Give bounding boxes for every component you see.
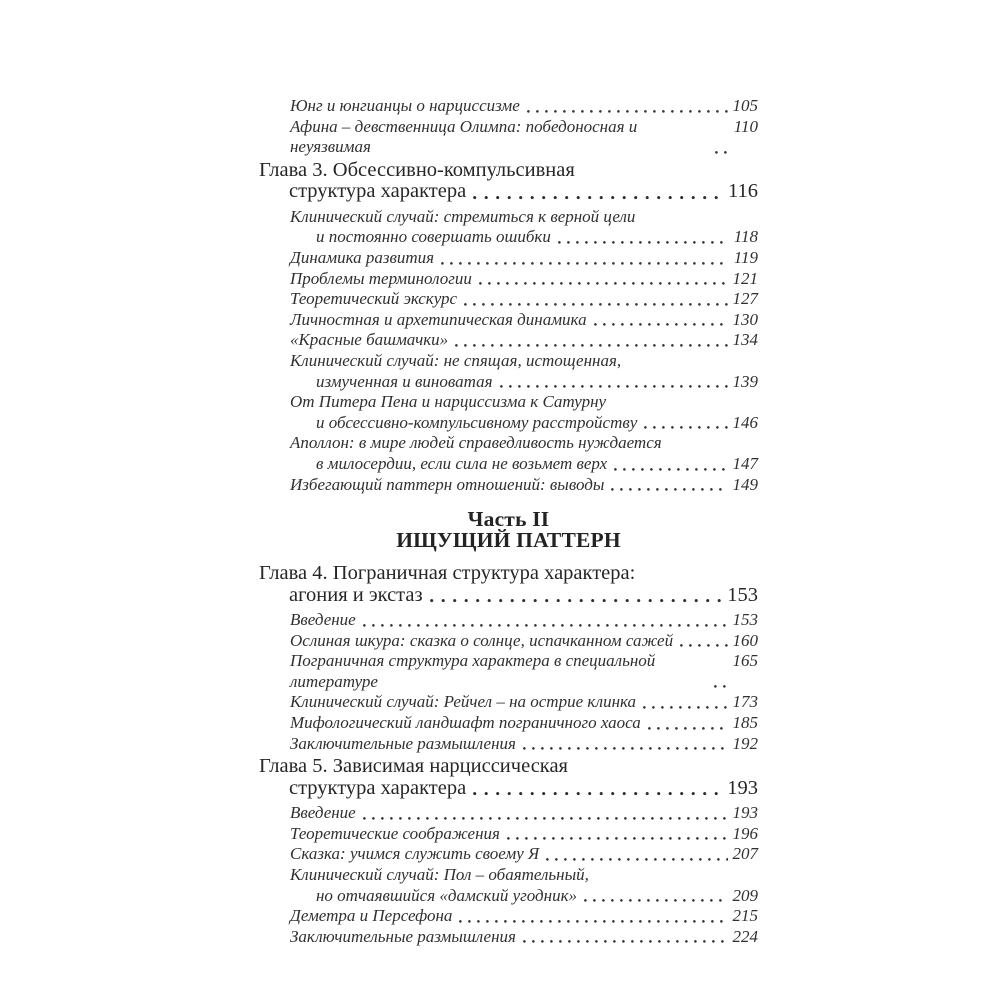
toc-entry-title: и постоянно совершать ошибки (316, 227, 551, 247)
part-number: Часть II (467, 507, 550, 532)
toc-entry-line (259, 803, 758, 824)
page-number: 153 (727, 583, 758, 606)
dot-leader (507, 836, 728, 841)
page-number: 116 (728, 180, 758, 203)
toc-entry-title: Юнг и юнгианцы о нарциссизме (290, 96, 520, 115)
toc-entry-line (259, 269, 758, 290)
toc-entry-title: измученная и виноватая (316, 371, 493, 391)
dot-leader (643, 705, 727, 710)
toc-entry (259, 475, 758, 496)
toc-entry-title: структура характера (289, 776, 467, 799)
toc-entry (259, 692, 758, 713)
toc-entry (259, 160, 758, 203)
page-number: 127 (732, 289, 758, 309)
toc-entry-line (259, 413, 758, 434)
dot-leader (459, 919, 727, 924)
toc-entry-title: Сказка: учимся служить своему Я (290, 844, 540, 864)
toc-entry (259, 269, 758, 290)
toc-entry-line (259, 433, 758, 454)
dot-leader (523, 939, 728, 944)
toc-entry-title: но отчаявшийся «дамский угодник» (316, 885, 578, 905)
toc-entry (259, 865, 758, 906)
toc-entry-title: Избегающий паттерн отношений: выводы (290, 474, 605, 494)
dot-leader (546, 857, 727, 862)
toc-entry-title: Мифологический ландшафт пограничного хаоса (290, 713, 641, 733)
toc-entry-title: Глава 3. Обсессивно-компульсивная (259, 158, 575, 181)
dot-leader (714, 684, 728, 689)
page-number: 193 (732, 803, 758, 823)
toc-entry-line (259, 778, 758, 800)
toc-entry (259, 610, 758, 631)
page-number: 209 (732, 885, 758, 905)
toc-entry (259, 824, 758, 845)
table-of-contents (259, 96, 758, 947)
toc-entry-title: Заключительные размышления (290, 733, 516, 753)
toc-entry (259, 844, 758, 865)
page-number: 118 (733, 227, 758, 247)
dot-leader (464, 302, 727, 307)
toc-entry (259, 433, 758, 474)
dot-leader (680, 643, 727, 648)
page-number: 207 (732, 844, 758, 864)
toc-entry (259, 330, 758, 351)
toc-entry (259, 289, 758, 310)
dot-leader (614, 467, 727, 472)
toc-entry-line (259, 392, 758, 413)
page-number: 173 (732, 692, 758, 712)
page-number: 224 (732, 926, 758, 946)
toc-entry-line (259, 824, 758, 845)
toc-entry-line (259, 585, 758, 607)
toc-entry (259, 713, 758, 734)
toc-entry (259, 756, 758, 799)
page-number: 147 (732, 453, 758, 473)
page-number: 160 (732, 630, 758, 650)
toc-entry-title: Ослиная шкура: сказка о солнце, испачканном сажей (290, 630, 674, 650)
dot-leader (715, 150, 729, 155)
toc-entry-line (259, 906, 758, 927)
dot-leader (430, 598, 723, 603)
toc-entry-line (259, 181, 758, 203)
toc-entry-title: Клинический случай: Рейчел – на острие клинка (290, 692, 637, 712)
page-number: 105 (732, 96, 758, 115)
toc-entry-title: в милосердии, если сила не возьмет верх (316, 453, 608, 473)
toc-entry (259, 906, 758, 927)
toc-entry-title: Глава 5. Зависимая нарциссическая (259, 755, 568, 778)
toc-entry (259, 631, 758, 652)
toc-entry-title: Заключительные размышления (290, 926, 516, 946)
toc-entry-title: Введение (290, 803, 356, 823)
dot-leader (500, 384, 728, 389)
toc-entry-line (259, 310, 758, 331)
toc-entry-line (259, 734, 758, 755)
toc-entry-line (259, 865, 758, 886)
page-number: 165 (732, 651, 758, 671)
toc-entry (259, 248, 758, 269)
toc-entry-line (259, 713, 758, 734)
page-number: 121 (732, 268, 758, 288)
dot-leader (584, 898, 727, 903)
toc-entry-title: Проблемы терминологии (290, 268, 472, 288)
toc-entry-line (259, 330, 758, 351)
toc-entry (259, 734, 758, 755)
page-number: 139 (732, 371, 758, 391)
page-number: 185 (732, 713, 758, 733)
dot-leader (523, 746, 728, 751)
dot-leader (594, 322, 728, 327)
page-number: 130 (732, 309, 758, 329)
toc-entry-title: «Красные башмачки» (290, 330, 449, 350)
toc-entry (259, 310, 758, 331)
dot-leader (527, 109, 728, 114)
toc-entry-line (259, 96, 758, 117)
page-number: 153 (732, 610, 758, 630)
toc-entry-line (259, 756, 758, 778)
part-heading (259, 509, 758, 551)
toc-entry-line (259, 475, 758, 496)
toc-entry-line (259, 372, 758, 393)
toc-entry-title: Теоретический экскурс (290, 289, 458, 309)
toc-entry-line (259, 351, 758, 372)
page-number: 149 (732, 474, 758, 494)
toc-entry (259, 927, 758, 948)
dot-leader (363, 816, 728, 821)
dot-leader (473, 791, 722, 796)
toc-entry-title: агония и экстаз (289, 583, 423, 606)
dot-leader (473, 195, 723, 200)
toc-entry-line (259, 886, 758, 907)
toc-entry-title: Личностная и архетипическая динамика (290, 309, 587, 329)
toc-entry-line (259, 227, 758, 248)
page-number: 134 (732, 330, 758, 350)
toc-entry-title: Афина – девственница Олимпа: победоносная и неуязвимая (290, 116, 638, 157)
toc-entry (259, 803, 758, 824)
page-number: 193 (727, 776, 758, 799)
toc-entry (259, 351, 758, 392)
toc-entry-line (259, 207, 758, 228)
toc-entry-line (259, 248, 758, 269)
toc-entry-line (259, 289, 758, 310)
dot-leader (363, 623, 728, 628)
part-title: ИЩУЩИЙ ПАТТЕРН (396, 528, 621, 553)
toc-entry-line (259, 692, 758, 713)
page-number: 215 (732, 906, 758, 926)
page-number: 146 (732, 412, 758, 432)
toc-entry-title: От Питера Пена и нарциссизма к Сатурну (290, 392, 607, 412)
toc-entry-title: и обсессивно-компульсивному расстройству (316, 412, 638, 432)
page-number: 192 (732, 733, 758, 753)
toc-entry-line (259, 160, 758, 182)
toc-entry-line (259, 117, 758, 158)
toc-entry (259, 117, 758, 158)
toc-entry-title: Аполлон: в мире людей справедливость нуждается (290, 433, 662, 453)
dot-leader (455, 343, 727, 348)
toc-entry-title: Клинический случай: не спящая, истощенная, (290, 350, 622, 370)
toc-entry-line (259, 651, 758, 692)
toc-entry-line (259, 454, 758, 475)
toc-entry-title: Деметра и Персефона (290, 906, 453, 926)
dot-leader (479, 281, 728, 286)
page-number: 196 (732, 823, 758, 843)
page-number: 110 (733, 116, 758, 136)
toc-entry (259, 563, 758, 606)
dot-leader (558, 240, 729, 245)
toc-entry-line (259, 610, 758, 631)
dot-leader (441, 261, 729, 266)
dot-leader (644, 425, 727, 430)
toc-entry-title: Клинический случай: Пол – обаятельный, (290, 865, 589, 885)
page-number: 119 (733, 247, 758, 267)
toc-entry (259, 392, 758, 433)
dot-leader (648, 726, 728, 731)
toc-entry (259, 96, 758, 117)
toc-entry (259, 207, 758, 248)
toc-entry-title: структура характера (289, 180, 467, 203)
toc-entry-title: Введение (290, 610, 356, 630)
toc-entry-title: Теоретические соображения (290, 823, 500, 843)
toc-entry-title: Пограничная структура характера в специальной литературе (290, 651, 656, 691)
toc-entry-title: Глава 4. Пограничная структура характера: (259, 562, 636, 585)
toc-entry (259, 651, 758, 692)
toc-entry-line (259, 844, 758, 865)
toc-entry-line (259, 631, 758, 652)
dot-leader (611, 487, 727, 492)
toc-entry-line (259, 563, 758, 585)
toc-entry-line (259, 927, 758, 948)
toc-entry-title: Клинический случай: стремиться к верной цели (290, 206, 636, 226)
toc-entry-title: Динамика развития (290, 247, 435, 267)
